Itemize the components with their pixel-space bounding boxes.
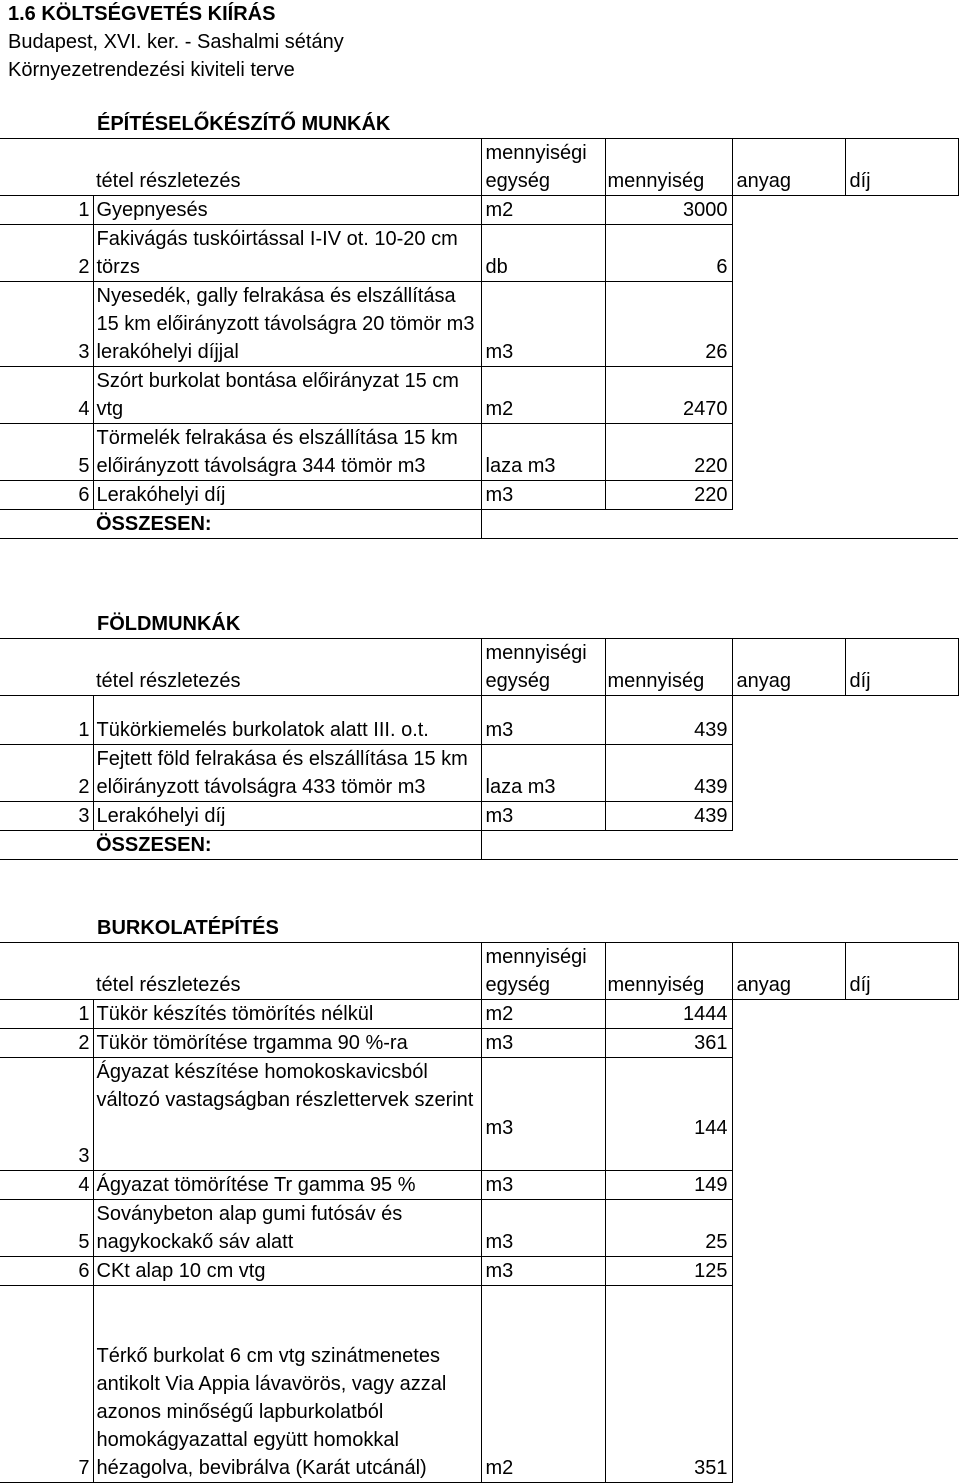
- row-fee: [845, 802, 958, 831]
- col-header-unit-line1: mennyiségi: [485, 142, 587, 164]
- row-fee: [845, 196, 958, 225]
- row-fee: [845, 225, 958, 282]
- table-row: [0, 1000, 958, 1029]
- row-fee: [845, 282, 958, 367]
- total-label: ÖSSZESEN:: [93, 510, 481, 539]
- row-fee: [845, 745, 958, 802]
- row-qty: 125: [605, 1257, 732, 1286]
- table-row: [0, 745, 958, 802]
- total-row: [0, 831, 958, 860]
- col-header-desc: tétel részletezés: [93, 943, 481, 1000]
- col-header-fee: díj: [845, 639, 958, 696]
- table-row: [0, 225, 958, 282]
- section-title-preparation: ÉPÍTÉSELŐKÉSZÍTŐ MUNKÁK: [97, 113, 391, 135]
- row-qty-text: 144: [694, 1117, 728, 1139]
- row-material: [732, 1257, 845, 1286]
- row-material: [732, 1171, 845, 1200]
- row-desc: Fejtett föld felrakása és elszállítása 15 km előirányzott távolságra 433 tömör m3: [93, 745, 481, 802]
- row-desc: [93, 1058, 481, 1171]
- row-unit: laza m3: [481, 424, 605, 481]
- row-unit: m2: [481, 196, 605, 225]
- col-header-unit: [481, 639, 605, 696]
- col-header-unit-line2: egység: [485, 170, 550, 192]
- row-unit: m3: [481, 696, 605, 745]
- row-unit: m3: [481, 1029, 605, 1058]
- col-header-desc: tétel részletezés: [93, 139, 481, 196]
- cost-table-preparation: [0, 138, 959, 539]
- row-unit: m3: [481, 481, 605, 510]
- row-qty: 439: [605, 696, 732, 745]
- row-material: [732, 1029, 845, 1058]
- row-desc: Szórt burkolat bontása előirányzat 15 cm vtg: [93, 367, 481, 424]
- row-unit: m3: [481, 282, 605, 367]
- total-row: [0, 510, 958, 539]
- row-unit: db: [481, 225, 605, 282]
- row-material: [732, 1000, 845, 1029]
- row-qty: 3000: [605, 196, 732, 225]
- col-header-material: anyag: [732, 639, 845, 696]
- row-qty: 220: [605, 424, 732, 481]
- row-fee: [845, 1171, 958, 1200]
- row-desc: Gyepnyesés: [93, 196, 481, 225]
- row-unit: m3: [481, 802, 605, 831]
- row-qty: 1444: [605, 1000, 732, 1029]
- row-fee: [845, 1000, 958, 1029]
- project-location: Budapest, XVI. ker. - Sashalmi sétány: [8, 31, 344, 53]
- col-header-qty: mennyiség: [605, 639, 732, 696]
- table-row: [0, 196, 958, 225]
- row-desc-text: Ágyazat készítése homokoskavicsból változó vastagságban részlettervek szerint: [96, 1061, 474, 1111]
- row-material: [732, 696, 845, 745]
- row-material: [732, 282, 845, 367]
- col-header-unit-line2: egység: [485, 670, 550, 692]
- row-number: 6: [0, 481, 93, 510]
- row-number: 2: [0, 225, 93, 282]
- row-fee: [845, 696, 958, 745]
- row-unit: m3: [481, 1257, 605, 1286]
- row-number: 1: [0, 696, 93, 745]
- row-number: 4: [0, 1171, 93, 1200]
- row-unit: m2: [481, 1000, 605, 1029]
- row-number: 3: [0, 802, 93, 831]
- table-row: [0, 696, 958, 745]
- col-header-unit-line1: mennyiségi: [485, 642, 587, 664]
- table-row: [0, 1200, 958, 1257]
- table-row: [0, 282, 958, 367]
- row-number: 6: [0, 1257, 93, 1286]
- row-unit: m2: [481, 1286, 605, 1483]
- row-qty: 361: [605, 1029, 732, 1058]
- total-value: [481, 831, 958, 860]
- row-number: 2: [0, 745, 93, 802]
- col-header-qty: mennyiség: [605, 943, 732, 1000]
- row-desc: CKt alap 10 cm vtg: [93, 1257, 481, 1286]
- row-fee: [845, 1257, 958, 1286]
- table-row: [0, 1029, 958, 1058]
- table-row: [0, 424, 958, 481]
- row-number: 2: [0, 1029, 93, 1058]
- row-number: 5: [0, 1200, 93, 1257]
- row-fee: [845, 424, 958, 481]
- table-header-row: [0, 639, 958, 696]
- table-header-row: [0, 943, 958, 1000]
- row-fee: [845, 481, 958, 510]
- project-subtitle: Környezetrendezési kiviteli terve: [8, 59, 295, 81]
- row-qty: 149: [605, 1171, 732, 1200]
- table-row: [0, 1058, 958, 1171]
- row-fee: [845, 1058, 958, 1171]
- col-header-unit: [481, 139, 605, 196]
- cost-table-earthworks: [0, 638, 959, 860]
- row-number: 5: [0, 424, 93, 481]
- cost-table-paving: [0, 942, 959, 1483]
- row-material: [732, 225, 845, 282]
- col-header-unit-line2: egység: [485, 974, 550, 996]
- row-desc: Tükör készítés tömörítés nélkül: [93, 1000, 481, 1029]
- row-material: [732, 1286, 845, 1483]
- row-material: [732, 1200, 845, 1257]
- total-value: [481, 510, 958, 539]
- section-title-paving: BURKOLATÉPÍTÉS: [97, 917, 279, 939]
- row-unit: laza m3: [481, 745, 605, 802]
- row-fee: [845, 367, 958, 424]
- row-desc: Törmelék felrakása és elszállítása 15 km előirányzott távolságra 344 tömör m3: [93, 424, 481, 481]
- row-number: 4: [0, 367, 93, 424]
- col-header-unit-line1: mennyiségi: [485, 946, 587, 968]
- row-qty: 439: [605, 802, 732, 831]
- section-title-earthworks: FÖLDMUNKÁK: [97, 613, 241, 635]
- col-header-desc: tétel részletezés: [93, 639, 481, 696]
- row-unit-text: m3: [485, 1117, 514, 1139]
- table-row: [0, 802, 958, 831]
- row-number: 1: [0, 1000, 93, 1029]
- row-number: 1: [0, 196, 93, 225]
- row-material: [732, 424, 845, 481]
- table-row: [0, 367, 958, 424]
- row-desc: Nyesedék, gally felrakása és elszállítása 15 km előirányzott távolságra 20 tömör m3 lerakóhelyi díjjal: [93, 282, 481, 367]
- table-header-row: [0, 139, 958, 196]
- row-qty: [605, 1058, 732, 1171]
- col-header-qty: mennyiség: [605, 139, 732, 196]
- row-desc: Lerakóhelyi díj: [93, 481, 481, 510]
- row-unit: m3: [481, 1200, 605, 1257]
- row-desc: Tükör tömörítése trgamma 90 %-ra: [93, 1029, 481, 1058]
- row-fee: [845, 1029, 958, 1058]
- row-qty: 26: [605, 282, 732, 367]
- row-qty: 25: [605, 1200, 732, 1257]
- row-fee: [845, 1200, 958, 1257]
- row-qty: 439: [605, 745, 732, 802]
- col-header-fee: díj: [845, 943, 958, 1000]
- row-unit: m2: [481, 367, 605, 424]
- row-material: [732, 745, 845, 802]
- row-desc: Térkő burkolat 6 cm vtg szinátmenetes antikolt Via Appia lávavörös, vagy azzal azonos minőségű lapburkolatból homokágyazattal együtt homokkal hézagolva, bevibrálva (Karát utcánál): [93, 1286, 481, 1483]
- row-material: [732, 1058, 845, 1171]
- table-row: [0, 1171, 958, 1200]
- row-unit: [481, 1058, 605, 1171]
- row-material: [732, 196, 845, 225]
- row-qty: 6: [605, 225, 732, 282]
- table-row: [0, 481, 958, 510]
- row-qty: 351: [605, 1286, 732, 1483]
- row-desc: Ágyazat tömörítése Tr gamma 95 %: [93, 1171, 481, 1200]
- row-number: 3: [0, 1058, 93, 1171]
- row-qty: 220: [605, 481, 732, 510]
- table-row: [0, 1286, 958, 1483]
- row-number: 3: [0, 282, 93, 367]
- row-material: [732, 367, 845, 424]
- table-row: [0, 1257, 958, 1286]
- row-number: 7: [0, 1286, 93, 1483]
- row-fee: [845, 1286, 958, 1483]
- col-header-material: anyag: [732, 943, 845, 1000]
- row-desc: Fakivágás tuskóirtással I-IV ot. 10-20 cm törzs: [93, 225, 481, 282]
- row-unit: m3: [481, 1171, 605, 1200]
- total-label: ÖSSZESEN:: [93, 831, 481, 860]
- col-header-fee: díj: [845, 139, 958, 196]
- row-material: [732, 802, 845, 831]
- row-desc: Soványbeton alap gumi futósáv és nagykockakő sáv alatt: [93, 1200, 481, 1257]
- row-qty: 2470: [605, 367, 732, 424]
- col-header-material: anyag: [732, 139, 845, 196]
- row-desc: Lerakóhelyi díj: [93, 802, 481, 831]
- document-title: 1.6 KÖLTSÉGVETÉS KIÍRÁS: [8, 3, 276, 25]
- row-material: [732, 481, 845, 510]
- col-header-unit: [481, 943, 605, 1000]
- row-desc: Tükörkiemelés burkolatok alatt III. o.t.: [93, 696, 481, 745]
